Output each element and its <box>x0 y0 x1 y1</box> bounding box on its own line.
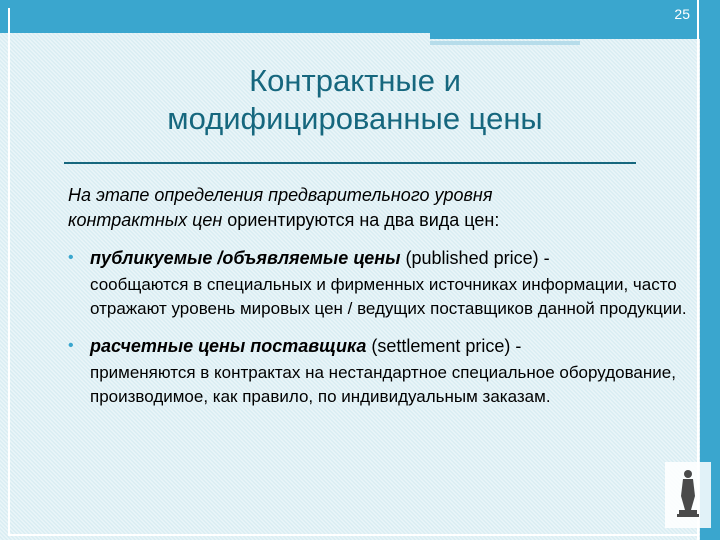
intro-italic-2: контрактных цен <box>68 210 223 230</box>
bullet-term-english: (settlement price) - <box>366 336 522 356</box>
intro-normal: ориентируются на два вида цен: <box>222 210 500 230</box>
title-line-2: модифицированные цены <box>167 101 543 136</box>
bullet-dot-icon: • <box>68 337 74 354</box>
page-number: 25 <box>674 6 690 22</box>
bullet-description: сообщаются в специальных и фирменных источниках информации, часто отражают уровень мировых цен / ведущих поставщиков данной продукции. <box>90 275 687 318</box>
title-line-1: Контрактные и <box>249 63 461 98</box>
slide-title <box>60 62 650 138</box>
bullet-item <box>68 333 698 409</box>
bullet-description: применяются в контрактах на нестандартное специальное оборудование, производимое, как правило, по индивидуальным заказам. <box>90 363 676 406</box>
bullet-term: публикуемые /объявляемые цены <box>90 248 401 268</box>
intro-italic-1: На этапе определения предварительного уровня <box>68 185 493 205</box>
bullet-dot-icon: • <box>68 249 74 266</box>
slide-content <box>68 183 698 409</box>
title-underline <box>64 162 636 164</box>
bullet-term: расчетные цены поставщика <box>90 336 367 356</box>
bullet-item <box>68 245 698 321</box>
university-logo <box>665 462 711 528</box>
bullet-term-english: (published price) - <box>400 248 550 268</box>
bullet-heading <box>68 333 698 359</box>
intro-paragraph <box>68 183 698 233</box>
bullet-heading <box>68 245 698 271</box>
right-bar <box>700 0 720 540</box>
statue-logo-icon <box>665 462 711 528</box>
